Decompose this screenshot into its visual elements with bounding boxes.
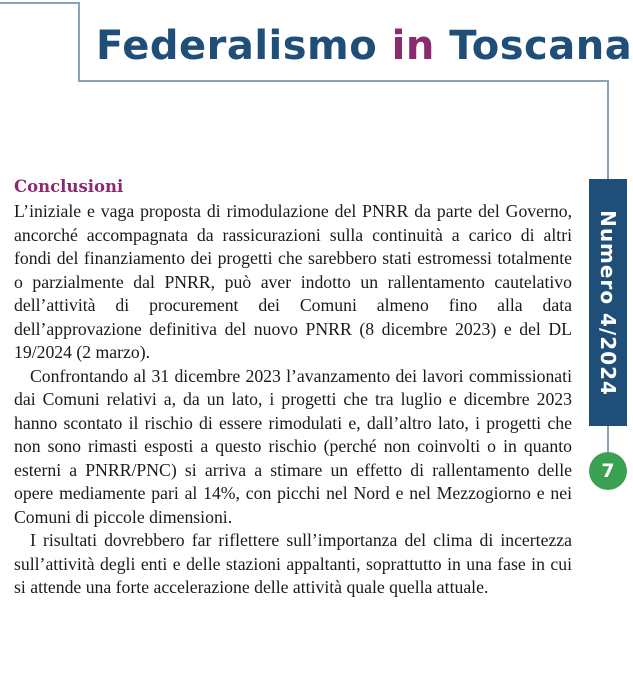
issue-tab <box>589 179 627 426</box>
paragraph-2: Confrontando al 31 dicembre 2023 l’avanzamento dei lavori commissionati dai Comuni relativi a, da un lato, i progetti che tra luglio e dicembre 2023 hanno scontato il rischio di essere rimodulati e, dall’altro lato, i progetti che non sono rimasti esposti a questo rischio (perché non coinvolti o in quanto esterni a PNRR/PNC) si arriva a stimare un effetto di rallentamento delle opere mediamente pari al 14%, con picchi nel Nord e nel Mezzogiorno e nei Comuni di piccole dimensioni. <box>14 365 572 527</box>
title-part-1: Federalismo <box>96 23 392 69</box>
page-title <box>96 22 632 70</box>
article-body <box>14 175 572 600</box>
section-heading: Conclusioni <box>14 177 124 196</box>
issue-label: Numero 4/2024 <box>596 209 620 396</box>
page-number: 7 <box>601 460 615 482</box>
paragraph-3: I risultati dovrebbero far riflettere sull’importanza del clima di incertezza sull’attività degli enti e delle stazioni appaltanti, soprattutto in una fase in cui si attende una forte accelerazione delle attività quale quella attuale. <box>14 530 572 597</box>
page-number-badge <box>589 452 627 490</box>
frame-line-left-vertical <box>78 2 80 82</box>
frame-line-top <box>0 2 80 4</box>
title-part-2: Toscana <box>434 23 633 69</box>
frame-line-horizontal <box>78 80 609 82</box>
title-accent: in <box>391 23 435 69</box>
frame-line-right-connector <box>607 425 609 455</box>
frame-line-right-vertical <box>607 80 609 180</box>
paragraph-1: L’iniziale e vaga proposta di rimodulazione del PNRR da parte del Governo, ancorché accompagnata da rassicurazioni sulla continuità a carico di altri fondi del finanziamento dei progetti che sarebbero stati estromessi totalmente o parzialmente dal PNRR, può aver indotto un rallentamento cautelativo dell’attività di procurement dei Comuni almeno fino alla data dell’approvazione definitiva del nuovo PNRR (8 dicembre 2023) e del DL 19/2024 (2 marzo). <box>14 201 572 362</box>
